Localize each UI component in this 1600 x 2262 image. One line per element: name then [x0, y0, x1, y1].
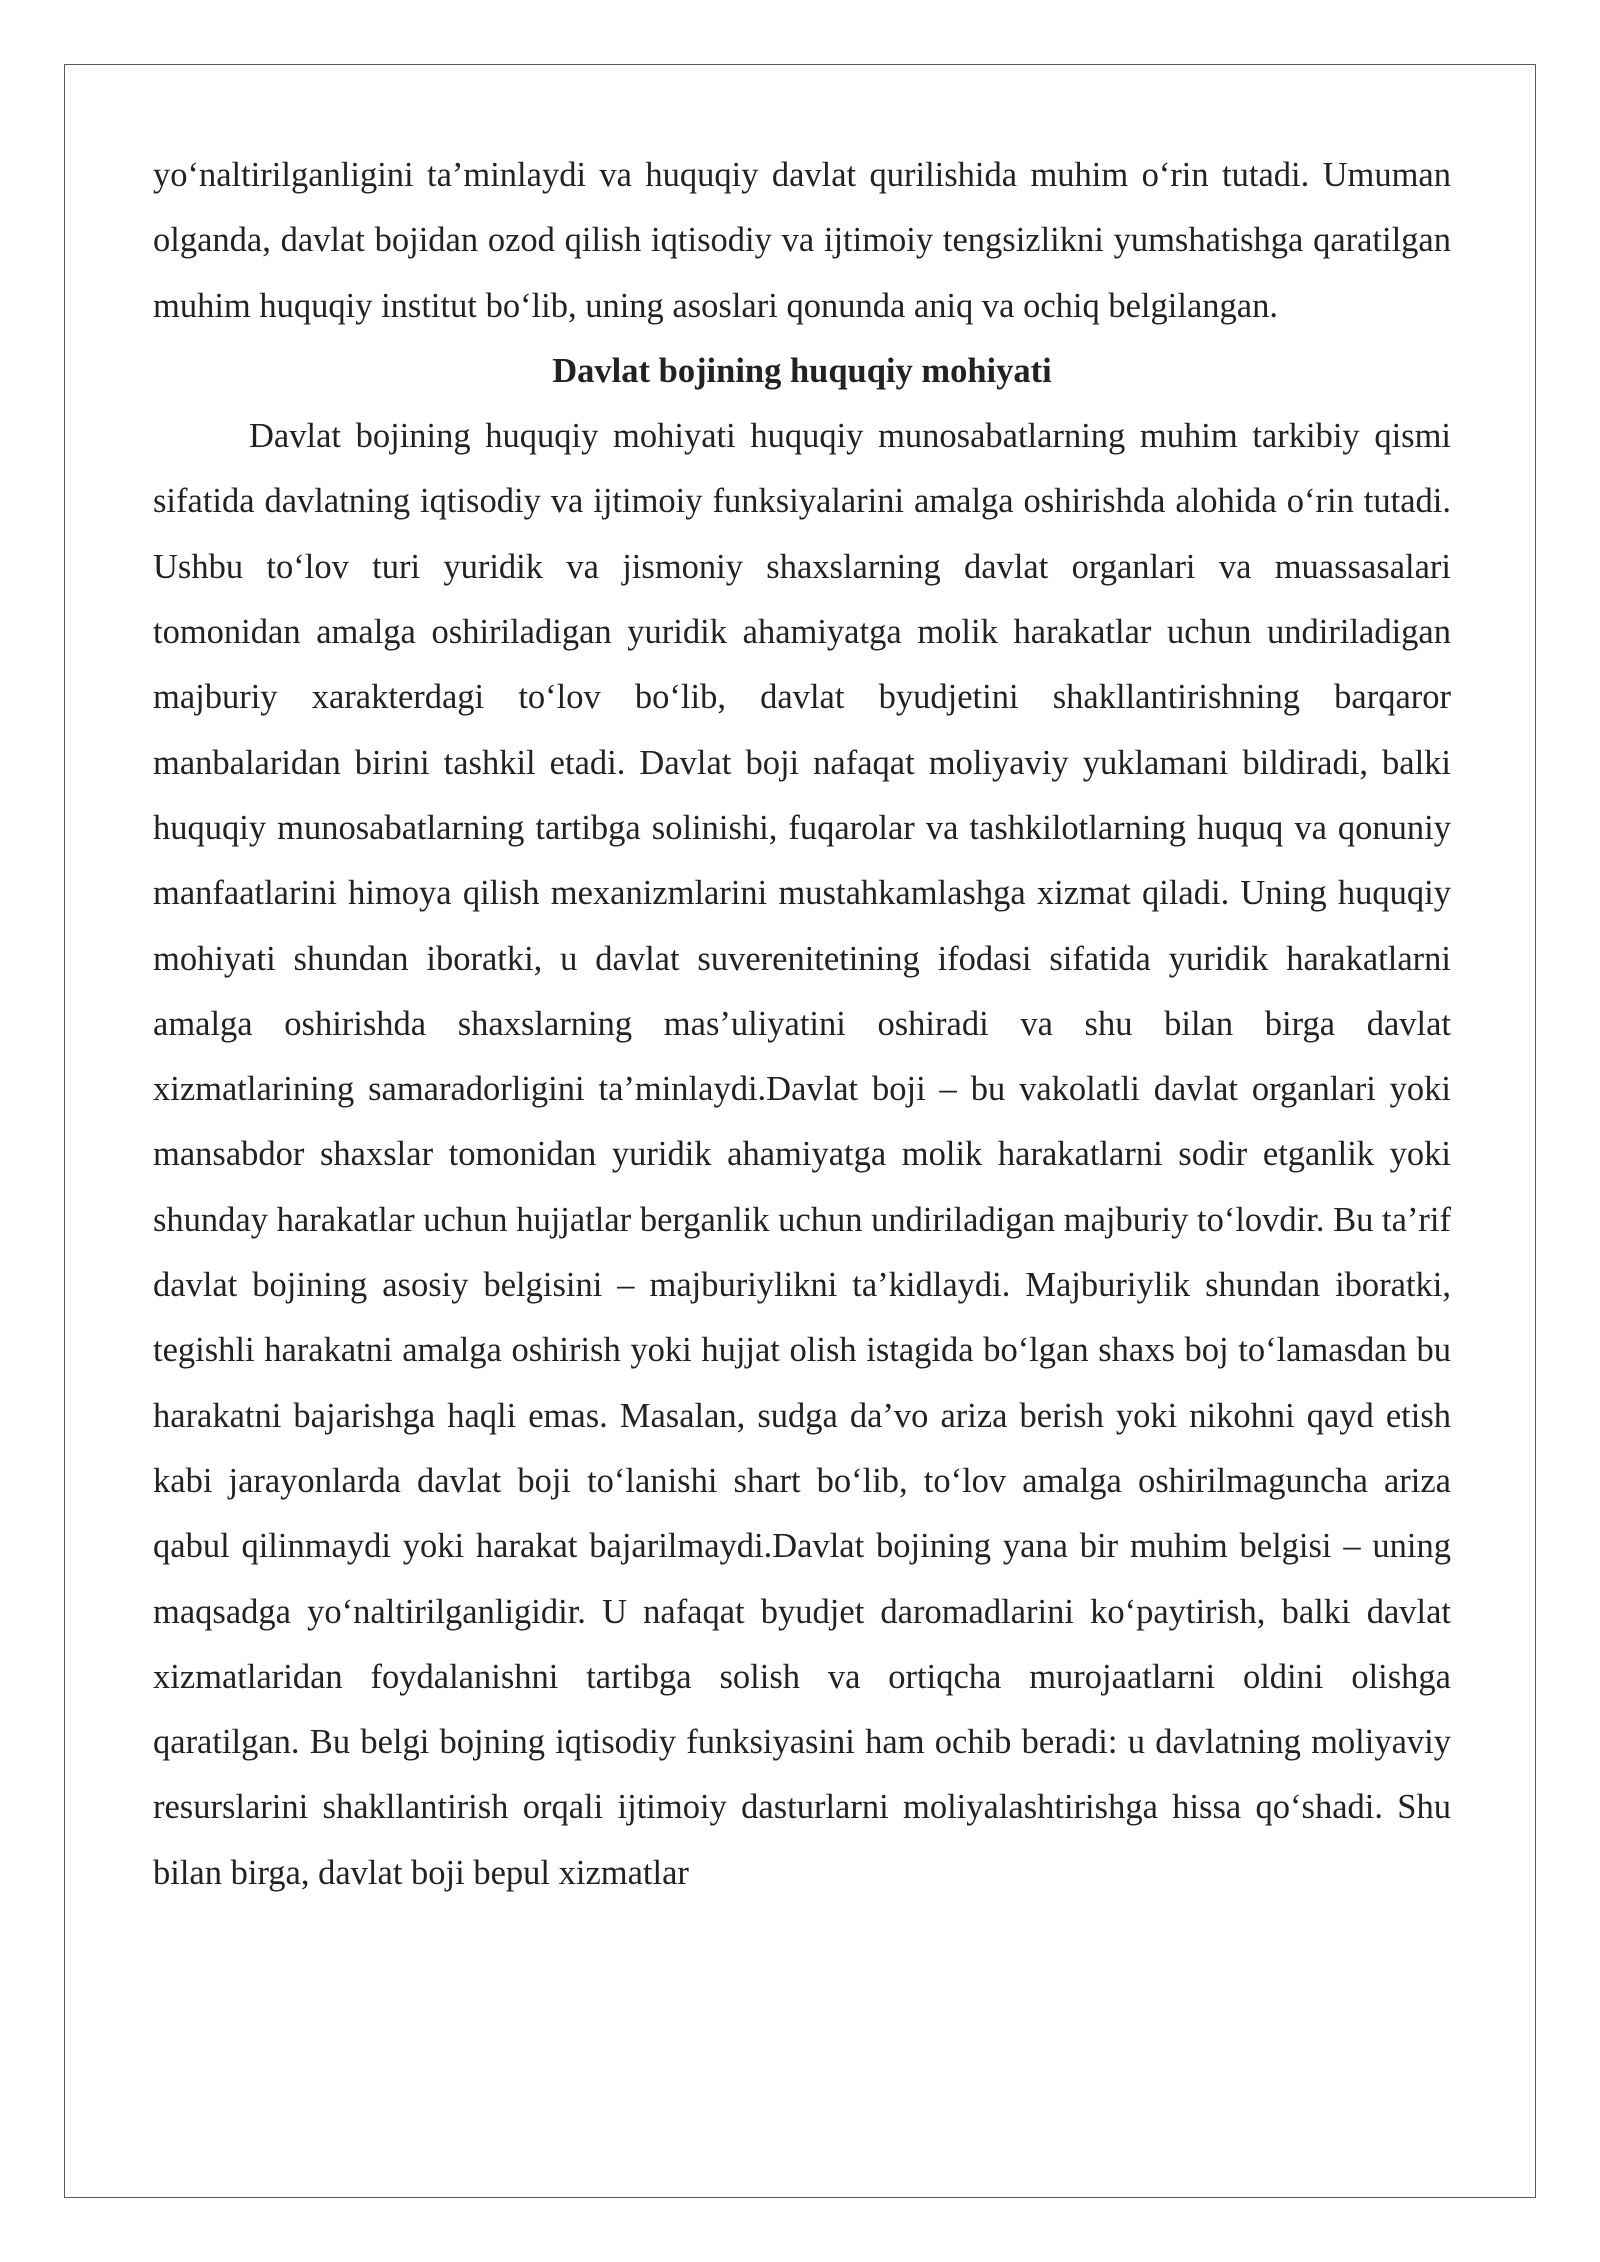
paragraph-main: Davlat bojining huquqiy mohiyati huquqiy munosabatlarning muhim tarkibiy qismi sifatida davlatning iqtisodiy va ijtimoiy funksiyalarini amalga oshirishda alohida o‘rin tutadi. Ushbu to‘lov turi yuridik va jismoniy shaxslarning davlat organlari va muassasalari tomonidan amalga oshiriladigan yuridik ahamiyatga molik harakatlar uchun undiriladigan majburiy xarakterdagi to‘lov bo‘lib, davlat byudjetini shakllantirishning barqaror manbalaridan birini tashkil etadi. Davlat boji nafaqat moliyaviy yuklamani bildiradi, balki huquqiy munosabatlarning tartibga solinishi, fuqarolar va tashkilotlarning huquq va qonuniy manfaatlarini himoya qilish mexanizmlarini mustahkamlashga xizmat qiladi. Uning huquqiy mohiyati shundan iboratki, u davlat suverenitetining ifodasi sifatida yuridik harakatlarni amalga oshirishda shaxslarning mas’uliyatini oshiradi va shu bilan birga davlat xizmatlarining samaradorligini ta’minlaydi.Davlat boji – bu vakolatli davlat organlari yoki mansabdor shaxslar tomonidan yuridik ahamiyatga molik harakatlarni sodir etganlik yoki shunday harakatlar uchun hujjatlar berganlik uchun undiriladigan majburiy to‘lovdir. Bu ta’rif davlat bojining asosiy belgisini – majburiylikni ta’kidlaydi. Majburiylik shundan iboratki, tegishli harakatni amalga oshirish yoki hujjat olish istagida bo‘lgan shaxs boj to‘lamasdan bu harakatni bajarishga haqli emas. Masalan, sudga da’vo ariza berish yoki nikohni qayd etish kabi jarayonlarda davlat boji to‘lanishi shart bo‘lib, to‘lov amalga oshirilmaguncha ariza qabul qilinmaydi yoki harakat bajarilmaydi.Davlat bojining yana bir muhim belgisi – uning maqsadga yo‘naltirilganligidir. U nafaqat byudjet daromadlarini ko‘paytirish, balki davlat xizmatlaridan foydalanishni tartibga solish va ortiqcha murojaatlarni oldini olishga qaratilgan. Bu belgi bojning iqtisodiy funksiyasini ham ochib beradi: u davlatning moliyaviy resurslarini shakllantirish orqali ijtimoiy dasturlarni moliyalashtirishga hissa qo‘shadi. Shu bilan birga, davlat boji bepul xizmatlar	[153, 417, 1451, 1892]
paragraph-continuation: yo‘naltirilganligini ta’minlaydi va huquqiy davlat qurilishida muhim o‘rin tutadi. Umuman olganda, davlat bojidan ozod qilish iqtisodiy va ijtimoiy tengsizlikni yumshatishga qaratilgan muhim huquqiy institut bo‘lib, uning asoslari qonunda aniq va ochiq belgilangan.	[153, 156, 1451, 325]
document-body	[153, 143, 1451, 1906]
section-heading: Davlat bojining huquqiy mohiyati	[552, 351, 1052, 390]
